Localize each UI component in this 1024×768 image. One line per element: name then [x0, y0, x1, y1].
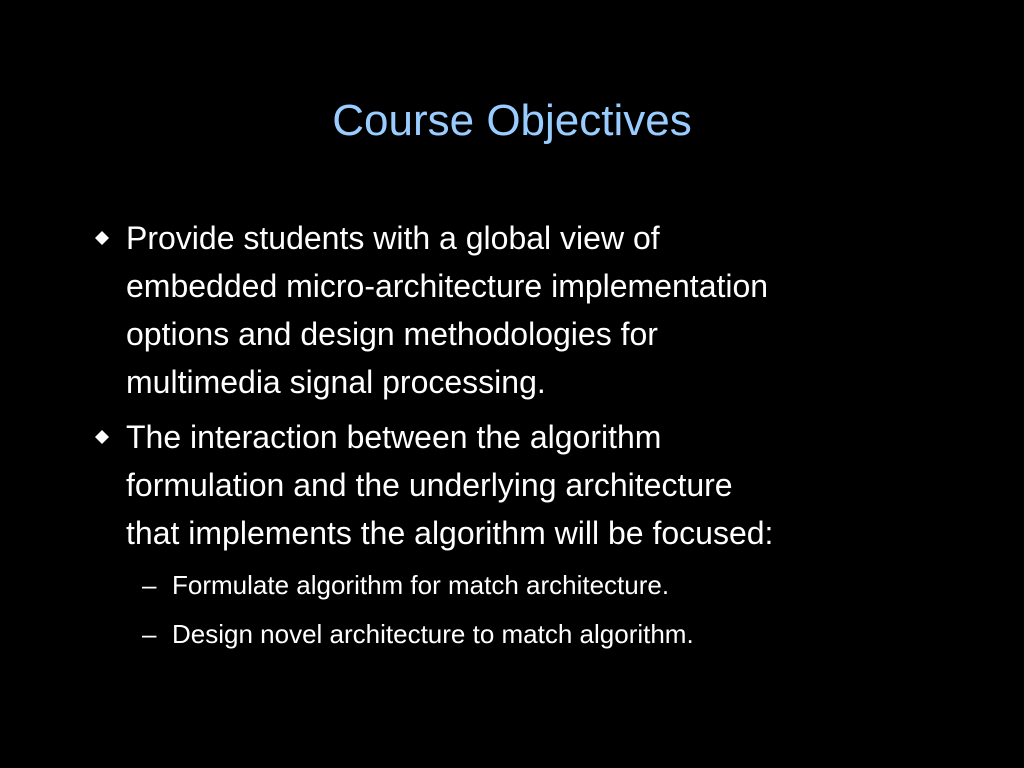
bullet-item: [126, 413, 773, 557]
sub-bullet-text: Formulate algorithm for match architecture.: [172, 570, 670, 600]
bullet-line: options and design methodologies for: [126, 316, 658, 352]
bullet-item: [126, 214, 768, 406]
bullet-line: that implements the algorithm will be focused:: [126, 515, 774, 551]
dash-marker: –: [142, 619, 157, 649]
bullet-line: The interaction between the algorithm: [126, 419, 662, 455]
sub-bullet-text: Design novel architecture to match algorithm.: [172, 619, 694, 649]
bullet-line: multimedia signal processing.: [126, 364, 546, 400]
diamond-bullet-icon: [93, 413, 113, 461]
bullet-line: Provide students with a global view of: [126, 220, 660, 256]
diamond-bullet-icon: [93, 214, 113, 262]
sub-bullet-item: [142, 565, 670, 605]
sub-bullet-item: [142, 614, 694, 654]
bullet-line: formulation and the underlying architecture: [126, 467, 733, 503]
dash-marker: –: [142, 570, 157, 600]
slide-title: Course Objectives: [332, 96, 692, 145]
bullet-line: embedded micro-architecture implementation: [126, 268, 769, 304]
